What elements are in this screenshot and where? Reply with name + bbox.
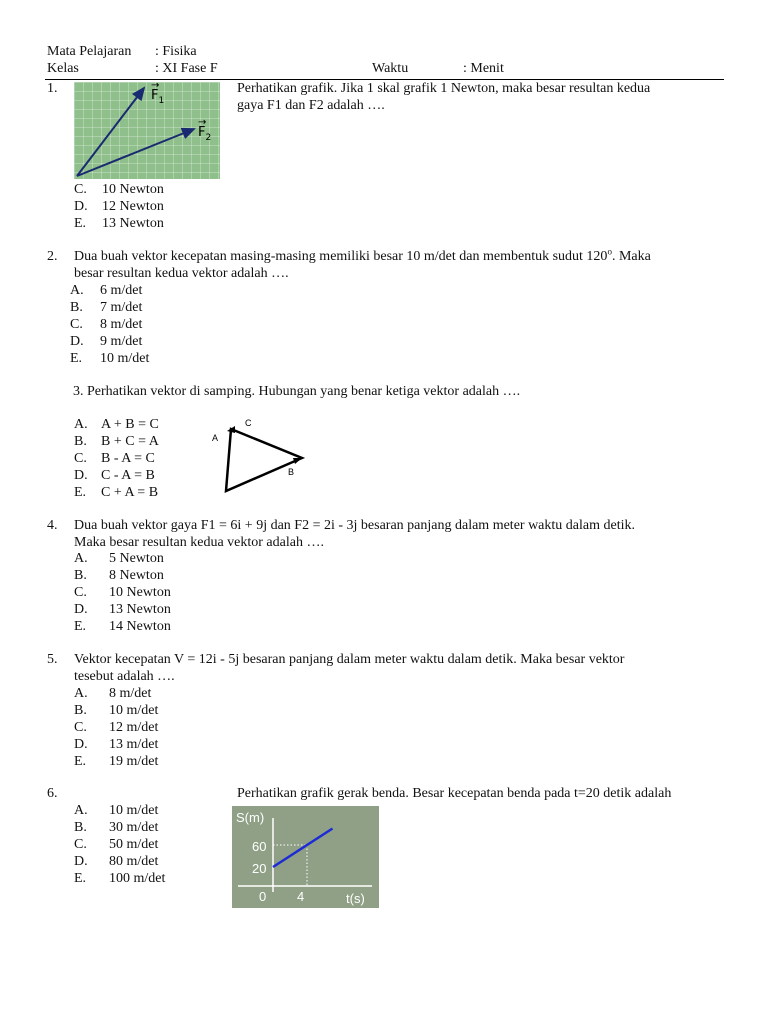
q3-option-letter: D. [74, 468, 88, 483]
q5-option-letter: E. [74, 754, 87, 769]
q4-option-text: 8 Newton [109, 568, 164, 583]
q4-option-text: 13 Newton [109, 602, 171, 617]
q5-option-letter: A. [74, 686, 88, 701]
q1-label-f2: $F_2$ [198, 125, 212, 143]
q1-number: 1. [47, 81, 58, 96]
q5-number: 5. [47, 652, 58, 667]
q2-number: 2. [47, 249, 58, 264]
q6-option-text: 100 m/det [109, 871, 166, 886]
q4-option-text: 14 Newton [109, 619, 171, 634]
q6-option-text: 30 m/det [109, 820, 159, 835]
chart-x-tick: 4 [297, 889, 305, 904]
q4-option-text: 10 Newton [109, 585, 171, 600]
q5-option-letter: C. [74, 720, 87, 735]
subject-label: Mata Pelajaran [47, 44, 132, 59]
q6-option-letter: D. [74, 854, 88, 869]
q6-option-letter: A. [74, 803, 88, 818]
chart-y-label: S(m) [236, 810, 265, 825]
q2-option-letter: E. [70, 351, 83, 366]
q3-option-text: A + B = C [101, 417, 159, 432]
q2-text-line1: Dua buah vektor kecepatan masing-masing memiliki besar 10 m/det dan membentuk sudut 120$^o$. Maka [74, 246, 651, 264]
q3-option-text: C + A = B [101, 485, 159, 500]
q5-option-letter: B. [74, 703, 87, 718]
q4-text-line2: Maka besar resultan kedua vektor adalah …. [74, 535, 324, 550]
q2-option-letter: C. [70, 317, 83, 332]
q4-option-letter: B. [74, 568, 87, 583]
q6-option-text: 10 m/det [109, 803, 159, 818]
q2-option-letter: B. [70, 300, 83, 315]
q2-option-text: 6 m/det [100, 283, 143, 298]
q1-option-text: 10 Newton [102, 182, 164, 197]
q2-option-text: 10 m/det [100, 351, 150, 366]
q5-option-text: 13 m/det [109, 737, 159, 752]
q3-text: 3. Perhatikan vektor di samping. Hubungan yang benar ketiga vektor adalah …. [73, 384, 521, 399]
q3-label-c: C [245, 418, 252, 428]
q5-option-text: 8 m/det [109, 686, 152, 701]
q1-option-letter: E. [74, 216, 87, 231]
q2-option-letter: A. [70, 283, 84, 298]
q6-text: Perhatikan grafik gerak benda. Besar kecepatan benda pada t=20 detik adalah [237, 786, 672, 801]
q3-triangle-figure [205, 415, 305, 497]
q5-option-letter: D. [74, 737, 88, 752]
q2-option-text: 9 m/det [100, 334, 143, 349]
q1-text-line2: gaya F1 dan F2 adalah …. [237, 98, 385, 113]
chart-y-tick: 20 [252, 861, 267, 876]
q3-option-letter: E. [74, 485, 87, 500]
q6-option-text: 80 m/det [109, 854, 159, 869]
time-label: Waktu [372, 61, 409, 76]
q4-option-letter: E. [74, 619, 87, 634]
class-label: Kelas [47, 61, 79, 76]
svg-text:→: → [198, 117, 207, 128]
q6-option-letter: B. [74, 820, 87, 835]
class-value: : XI Fase F [155, 61, 218, 76]
svg-text:→: → [151, 82, 160, 91]
q2-option-text: 7 m/det [100, 300, 143, 315]
q3-option-letter: A. [74, 417, 88, 432]
q6-distance-time-chart [232, 806, 379, 908]
chart-y-tick: 60 [252, 839, 267, 854]
q6-option-text: 50 m/det [109, 837, 159, 852]
q4-option-letter: A. [74, 551, 88, 566]
q4-option-letter: D. [74, 602, 88, 617]
q3-option-letter: B. [74, 434, 87, 449]
q6-number: 6. [47, 786, 58, 801]
q1-label-f1: $F_1$ [151, 88, 165, 106]
chart-x-label: t(s) [346, 891, 365, 906]
q2-text-line2: besar resultan kedua vektor adalah …. [74, 266, 289, 281]
q4-option-letter: C. [74, 585, 87, 600]
q3-label-a: A [212, 433, 219, 443]
q1-option-letter: C. [74, 182, 87, 197]
q3-label-b: B [288, 467, 295, 477]
q4-text-line1: Dua buah vektor gaya F1 = 6i + 9j dan F2 = 2i - 3j besaran panjang dalam meter waktu dalam detik. [74, 518, 635, 533]
q6-option-letter: C. [74, 837, 87, 852]
subject-value: : Fisika [155, 44, 197, 59]
q1-option-letter: D. [74, 199, 88, 214]
time-value: : Menit [463, 61, 504, 76]
q1-option-text: 13 Newton [102, 216, 164, 231]
q4-option-text: 5 Newton [109, 551, 164, 566]
q5-text-line1: Vektor kecepatan V = 12i - 5j besaran panjang dalam meter waktu dalam detik. Maka besar vektor [74, 652, 625, 667]
q3-option-text: C - A = B [101, 468, 155, 483]
q1-option-text: 12 Newton [102, 199, 164, 214]
q1-text-line1: Perhatikan grafik. Jika 1 skal grafik 1 Newton, maka besar resultan kedua [237, 81, 651, 96]
q2-option-text: 8 m/det [100, 317, 143, 332]
q5-option-text: 12 m/det [109, 720, 159, 735]
q3-option-text: B + C = A [101, 434, 159, 449]
q5-option-text: 10 m/det [109, 703, 159, 718]
q6-option-letter: E. [74, 871, 87, 886]
q4-number: 4. [47, 518, 58, 533]
q3-option-letter: C. [74, 451, 87, 466]
chart-x-tick: 0 [259, 889, 267, 904]
q2-option-letter: D. [70, 334, 84, 349]
q5-option-text: 19 m/det [109, 754, 159, 769]
q1-vector-grid-figure [74, 82, 220, 179]
q3-option-text: B - A = C [101, 451, 155, 466]
q5-text-line2: tesebut adalah …. [74, 669, 175, 684]
